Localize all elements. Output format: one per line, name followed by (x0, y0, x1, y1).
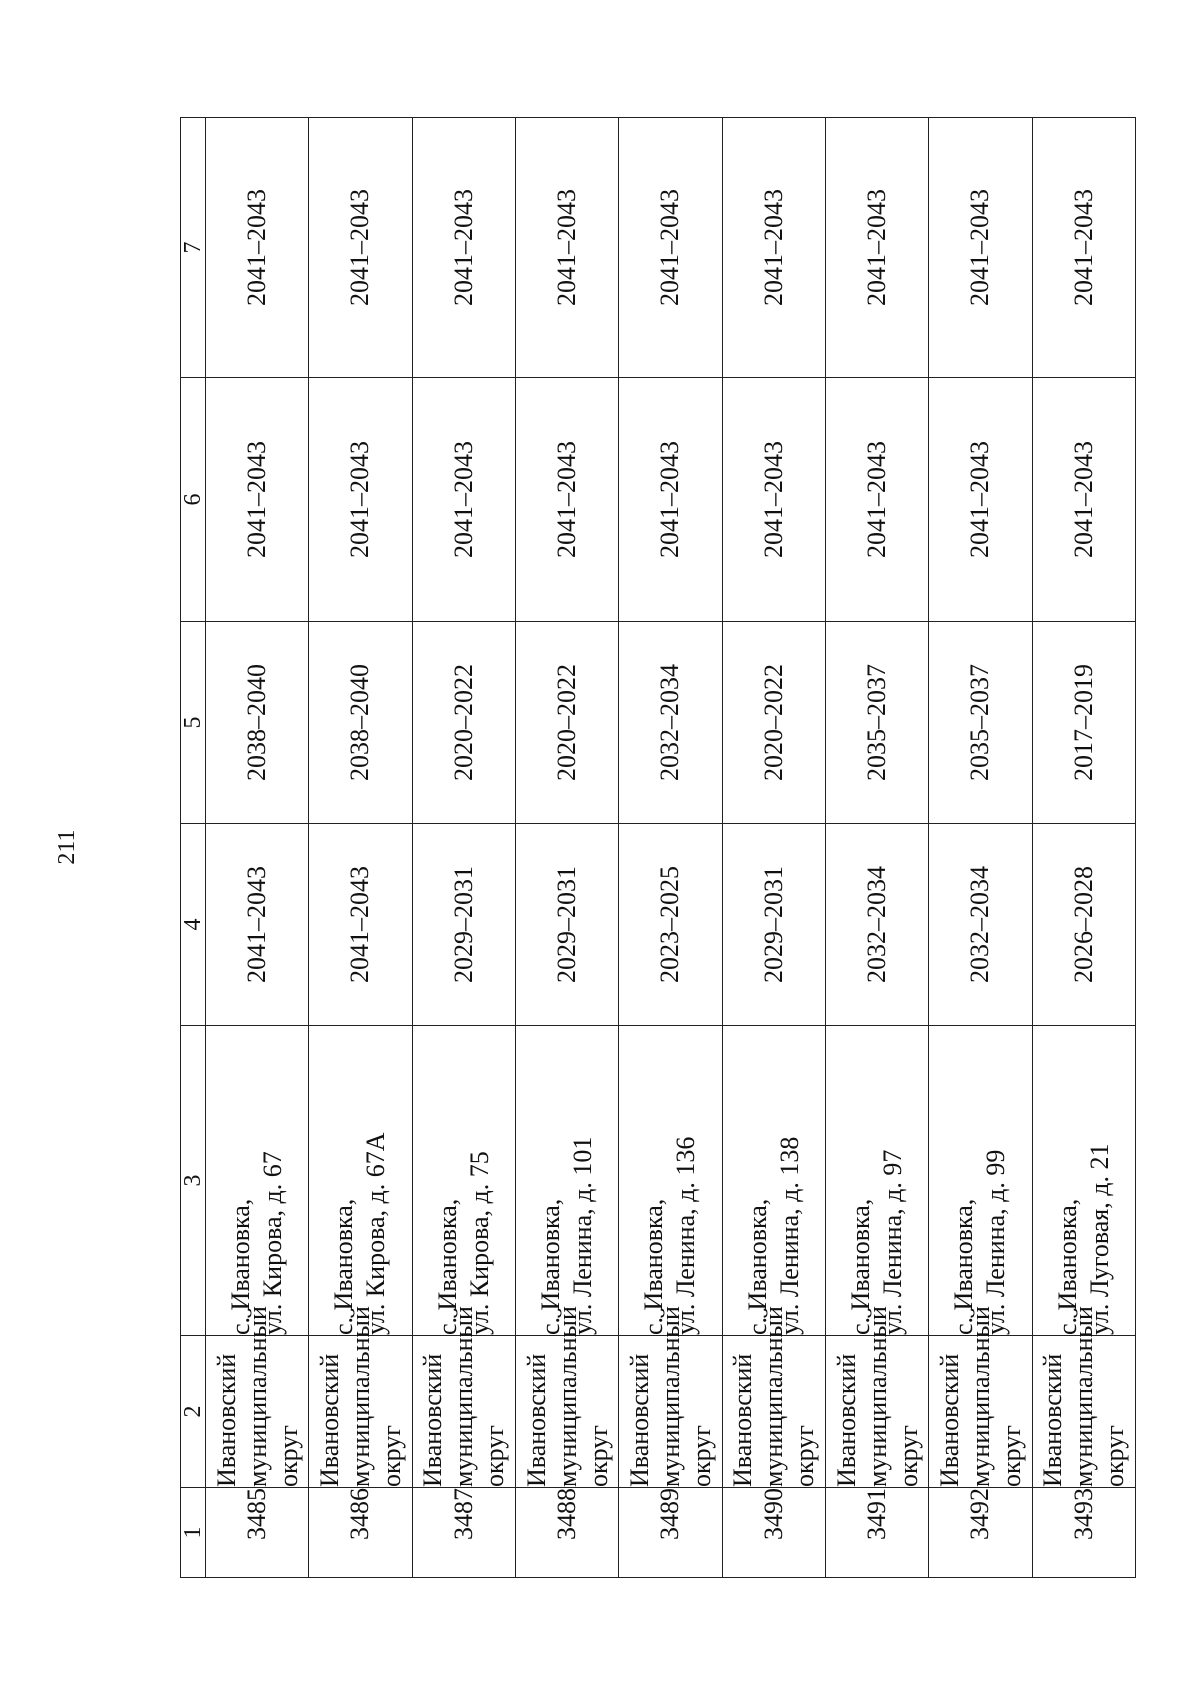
period-cell-5: 2035–2037 (825, 622, 928, 824)
period-cell-5: 2020–2022 (515, 622, 618, 824)
period-cell-7: 2041–2043 (929, 118, 1032, 378)
address-line: ул. Ленина, д. 138 (774, 1136, 804, 1335)
column-header: 4 (181, 824, 206, 1026)
column-header: 7 (181, 118, 206, 378)
district-line: Ивановский (418, 1353, 448, 1487)
table-frame (180, 118, 1136, 1578)
row-number: 3487 (412, 1488, 515, 1578)
address-line: с. Ивановка, (949, 1198, 979, 1335)
address-line: ул. Ленина, д. 99 (981, 1149, 1011, 1335)
schedule-table (180, 117, 1136, 1578)
period-cell-6: 2041–2043 (515, 378, 618, 622)
district-cell (929, 1306, 1032, 1488)
address-line: с. Ивановка, (432, 1198, 462, 1335)
district-line: Ивановский (728, 1353, 758, 1487)
row-number: 3490 (722, 1488, 825, 1578)
table-row (206, 118, 309, 1578)
page-number: 211 (54, 829, 80, 865)
address-line: с. Ивановка, (1052, 1198, 1082, 1335)
table-row (619, 118, 722, 1578)
district-cell (825, 1306, 928, 1488)
period-cell-6: 2041–2043 (825, 378, 928, 622)
district-cell (1032, 1306, 1135, 1488)
period-cell-7: 2041–2043 (412, 118, 515, 378)
district-cell (619, 1306, 722, 1488)
row-number: 3492 (929, 1488, 1032, 1578)
address-cell (619, 1026, 722, 1336)
period-cell-7: 2041–2043 (1032, 118, 1135, 378)
column-header: 1 (181, 1488, 206, 1578)
district-line: муниципальный (965, 1306, 995, 1487)
period-cell-6: 2041–2043 (412, 378, 515, 622)
address-cell (722, 1026, 825, 1336)
period-cell-5: 2038–2040 (206, 622, 309, 824)
period-cell-7: 2041–2043 (515, 118, 618, 378)
address-line: ул. Ленина, д. 136 (671, 1136, 701, 1335)
district-line: Ивановский (624, 1353, 654, 1487)
row-number: 3485 (206, 1488, 309, 1578)
address-line: ул. Кирова, д. 75 (464, 1151, 494, 1335)
district-cell (722, 1306, 825, 1488)
district-cell (515, 1306, 618, 1488)
address-line: с. Ивановка, (846, 1198, 876, 1335)
period-cell-7: 2041–2043 (309, 118, 412, 378)
period-cell-4: 2032–2034 (929, 824, 1032, 1026)
district-line: округ (376, 1425, 406, 1487)
district-line: муниципальный (242, 1306, 272, 1487)
period-cell-6: 2041–2043 (206, 378, 309, 622)
table-row (825, 118, 928, 1578)
district-line: Ивановский (211, 1353, 241, 1487)
address-cell (412, 1026, 515, 1336)
table-row (929, 118, 1032, 1578)
row-number: 3489 (619, 1488, 722, 1578)
period-cell-5: 2020–2022 (412, 622, 515, 824)
period-cell-5: 2038–2040 (309, 622, 412, 824)
district-line: округ (480, 1425, 510, 1487)
district-line: Ивановский (1038, 1353, 1068, 1487)
address-line: ул. Кирова, д. 67 (258, 1151, 288, 1335)
address-line: с. Ивановка, (226, 1198, 256, 1335)
district-line: округ (996, 1425, 1026, 1487)
address-cell (515, 1026, 618, 1336)
table-row (309, 118, 412, 1578)
address-line: ул. Кирова, д. 67А (361, 1132, 391, 1335)
address-line: с. Ивановка, (639, 1198, 669, 1335)
address-line: ул. Ленина, д. 97 (878, 1149, 908, 1335)
district-line: муниципальный (862, 1306, 892, 1487)
period-cell-7: 2041–2043 (722, 118, 825, 378)
district-line: округ (790, 1425, 820, 1487)
period-cell-5: 2017–2019 (1032, 622, 1135, 824)
period-cell-4: 2023–2025 (619, 824, 722, 1026)
period-cell-6: 2041–2043 (619, 378, 722, 622)
address-line: ул. Ленина, д. 101 (568, 1136, 598, 1335)
table-header-row (181, 118, 206, 1578)
period-cell-6: 2041–2043 (309, 378, 412, 622)
period-cell-6: 2041–2043 (1032, 378, 1135, 622)
table-row (515, 118, 618, 1578)
district-cell (412, 1306, 515, 1488)
district-line: Ивановский (934, 1353, 964, 1487)
period-cell-4: 2029–2031 (412, 824, 515, 1026)
column-header: 3 (181, 1026, 206, 1336)
column-header: 2 (181, 1336, 206, 1488)
district-line: Ивановский (314, 1353, 344, 1487)
period-cell-7: 2041–2043 (206, 118, 309, 378)
period-cell-7: 2041–2043 (619, 118, 722, 378)
district-line: муниципальный (552, 1306, 582, 1487)
period-cell-5: 2035–2037 (929, 622, 1032, 824)
period-cell-4: 2041–2043 (206, 824, 309, 1026)
period-cell-4: 2041–2043 (309, 824, 412, 1026)
district-line: муниципальный (759, 1306, 789, 1487)
district-line: Ивановский (831, 1353, 861, 1487)
address-cell (1032, 1026, 1135, 1336)
district-line: округ (273, 1425, 303, 1487)
district-line: Ивановский (521, 1353, 551, 1487)
address-cell (206, 1026, 309, 1336)
district-line: округ (686, 1425, 716, 1487)
address-line: с. Ивановка, (742, 1198, 772, 1335)
address-line: с. Ивановка, (536, 1198, 566, 1335)
period-cell-4: 2029–2031 (722, 824, 825, 1026)
period-cell-7: 2041–2043 (825, 118, 928, 378)
row-number: 3493 (1032, 1488, 1135, 1578)
table-row (412, 118, 515, 1578)
period-cell-5: 2020–2022 (722, 622, 825, 824)
table-row (722, 118, 825, 1578)
district-line: муниципальный (1069, 1306, 1099, 1487)
address-line: с. Ивановка, (329, 1198, 359, 1335)
address-cell (929, 1026, 1032, 1336)
district-line: муниципальный (345, 1306, 375, 1487)
district-line: округ (893, 1425, 923, 1487)
row-number: 3486 (309, 1488, 412, 1578)
district-line: округ (1100, 1425, 1130, 1487)
period-cell-4: 2029–2031 (515, 824, 618, 1026)
period-cell-5: 2032–2034 (619, 622, 722, 824)
period-cell-6: 2041–2043 (722, 378, 825, 622)
address-cell (825, 1026, 928, 1336)
period-cell-4: 2026–2028 (1032, 824, 1135, 1026)
period-cell-4: 2032–2034 (825, 824, 928, 1026)
row-number: 3488 (515, 1488, 618, 1578)
district-line: муниципальный (655, 1306, 685, 1487)
column-header: 6 (181, 378, 206, 622)
row-number: 3491 (825, 1488, 928, 1578)
district-line: округ (583, 1425, 613, 1487)
address-line: ул. Луговая, д. 21 (1084, 1143, 1114, 1335)
district-cell (206, 1306, 309, 1488)
table-row (1032, 118, 1135, 1578)
district-line: муниципальный (449, 1306, 479, 1487)
period-cell-6: 2041–2043 (929, 378, 1032, 622)
district-cell (309, 1306, 412, 1488)
address-cell (309, 1026, 412, 1336)
column-header: 5 (181, 622, 206, 824)
